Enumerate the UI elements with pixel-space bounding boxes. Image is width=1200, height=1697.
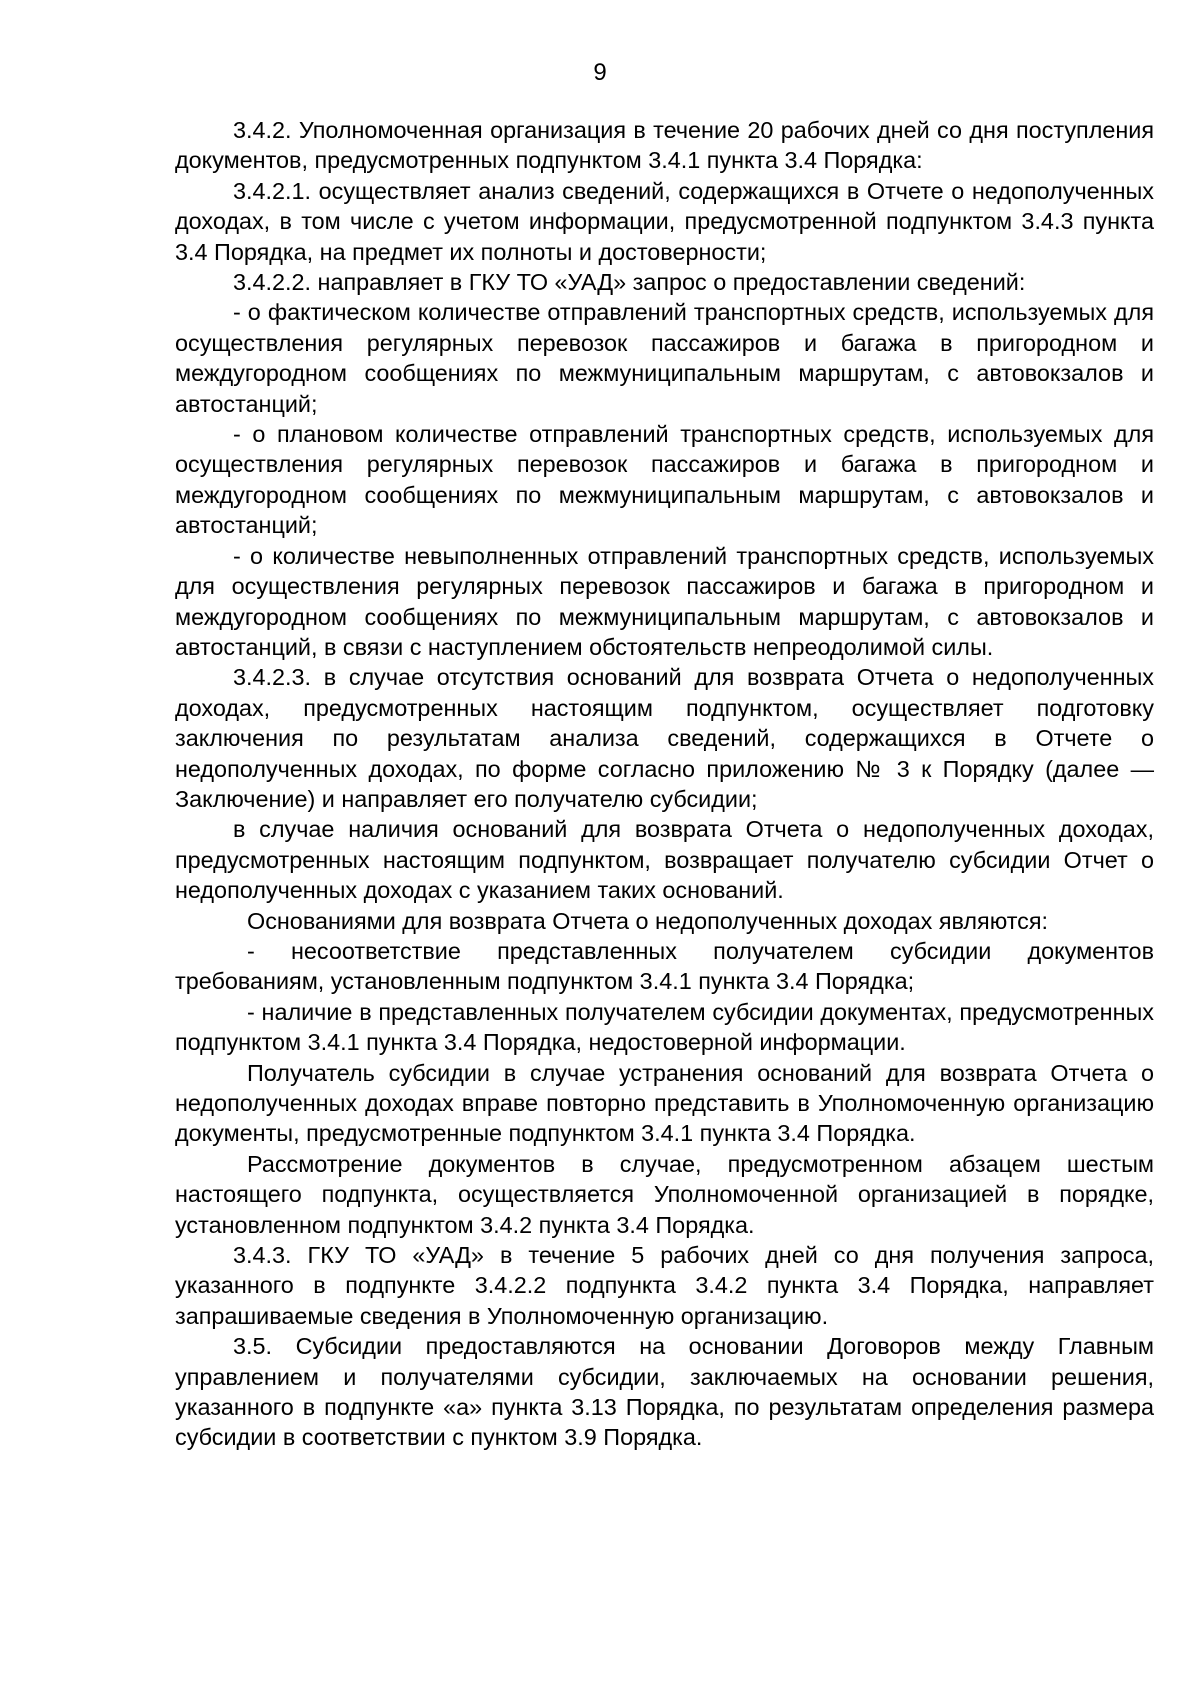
paragraph-3-4-2: 3.4.2. Уполномоченная организация в течение 20 рабочих дней со дня поступления документов, предусмотренных подпунктом 3.4.1 пункта 3.4 Порядка: <box>175 117 1154 174</box>
paragraph-return-case: в случае наличия оснований для возврата Отчета о недополученных доходах, предусмотренных настоящим подпунктом, возвращает получателю субсидии Отчет о недополученных доходах с указанием таких оснований. <box>175 816 1154 904</box>
paragraph-resubmission: Получатель субсидии в случае устранения оснований для возврата Отчета о недополученных доходах вправе повторно представить в Уполномоченную организацию документы, предусмотренные подпунктом 3.4.1 пункта 3.4 Порядка. <box>175 1059 1154 1147</box>
document-body <box>175 115 1154 1453</box>
paragraph-3-5: 3.5. Субсидии предоставляются на основании Договоров между Главным управлением и получателями субсидии, заключаемых на основании решения, указанного в подпункте «а» пункта 3.13 Порядка, по результатам определения размера субсидии в соответствии с пунктом 3.9 Порядка. <box>175 1333 1154 1451</box>
paragraph-3-4-2-2: 3.4.2.2. направляет в ГКУ ТО «УАД» запрос о предоставлении сведений: <box>233 269 1026 296</box>
list-item-actual-departures: - о фактическом количестве отправлений транспортных средств, используемых для осуществления регулярных перевозок пассажиров и багажа в пригородном и междугородном сообщениях по межмуниципальным маршрутам, с автовокзалов и автостанций; <box>175 299 1154 417</box>
list-item-planned-departures: - о плановом количестве отправлений транспортных средств, используемых для осуществления регулярных перевозок пассажиров и багажа в пригородном и междугородном сообщениях по межмуниципальным маршрутам, с автовокзалов и автостанций; <box>175 421 1154 539</box>
paragraph-3-4-3: 3.4.3. ГКУ ТО «УАД» в течение 5 рабочих дней со дня получения запроса, указанного в подпункте 3.4.2.2 подпункта 3.4.2 пункта 3.4 Порядка, направляет запрашиваемые сведения в Уполномоченную организацию. <box>175 1242 1154 1329</box>
paragraph-3-4-2-1: 3.4.2.1. осуществляет анализ сведений, содержащихся в Отчете о недополученных доходах, в том числе с учетом информации, предусмотренной подпунктом 3.4.3 пункта 3.4 Порядка, на предмет их полноты и достоверности; <box>175 177 1154 265</box>
paragraph-3-4-2-3: 3.4.2.3. в случае отсутствия оснований для возврата Отчета о недополученных доходах, предусмотренных настоящим подпунктом, осуществляет подготовку заключения по результатам анализа сведений, содержащихся в Отчете о недополученных доходах, по форме согласно приложению № 3 к Порядку (далее — Заключение) и направляет его получателю субсидии; <box>175 664 1154 812</box>
list-item-nonconformity: - несоответствие представленных получателем субсидии документов требованиям, установленным подпунктом 3.4.1 пункта 3.4 Порядка; <box>175 937 1154 995</box>
paragraph-review-procedure: Рассмотрение документов в случае, предусмотренном абзацем шестым настоящего подпункта, осуществляется Уполномоченной организацией в порядке, установленном подпунктом 3.4.2 пункта 3.4 Порядка. <box>175 1150 1154 1238</box>
page-number: 9 <box>593 59 607 86</box>
list-item-unfulfilled-departures: - о количестве невыполненных отправлений транспортных средств, используемых для осуществления регулярных перевозок пассажиров и багажа в пригородном и междугородном сообщениях по межмуниципальным маршрутам, с автовокзалов и автостанций, в связи с наступлением обстоятельств непреодолимой силы. <box>175 542 1154 660</box>
list-item-unreliable-info: - наличие в представленных получателем субсидии документах, предусмотренных подпунктом 3.4.1 пункта 3.4 Порядка, недостоверной информации. <box>175 998 1154 1056</box>
paragraph-return-grounds: Основаниями для возврата Отчета о недополученных доходах являются: <box>247 907 1049 934</box>
